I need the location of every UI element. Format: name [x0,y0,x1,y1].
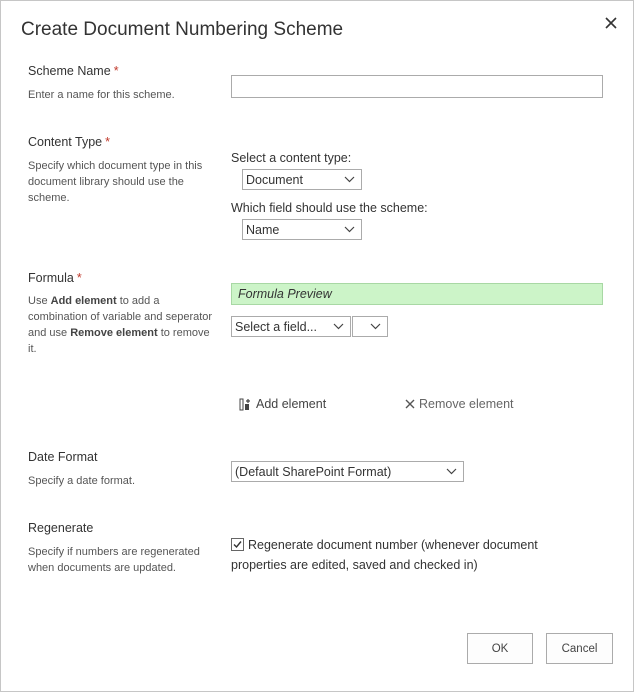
chevron-down-icon [446,468,457,475]
date-format-select-value: (Default SharePoint Format) [235,464,392,479]
required-marker: * [113,64,119,78]
chevron-down-icon [370,323,381,330]
formula-description [28,293,213,357]
regenerate-label: Regenerate [28,521,94,535]
content-type-select-value: Document [246,172,303,187]
formula-field-select[interactable] [231,316,351,337]
content-type-label [28,135,110,149]
scheme-name-input[interactable] [231,75,603,98]
add-element-button[interactable] [239,397,326,411]
add-element-label: Add element [256,397,327,411]
formula-desc-text: Use [28,295,51,307]
scheme-name-label [28,64,119,78]
close-button[interactable] [601,13,621,33]
date-format-description: Specify a date format. [28,475,135,487]
required-marker: * [76,271,82,285]
date-format-select[interactable] [231,461,464,482]
formula-preview: Formula Preview [231,283,603,305]
cancel-button[interactable]: Cancel [546,633,613,664]
content-type-select[interactable] [242,169,362,190]
remove-element-label: Remove element [419,397,514,411]
formula-desc-text: to add a combination of variable and seperator and use [28,295,213,339]
content-type-label-text: Content Type [28,135,103,149]
scheme-name-description: Enter a name for this scheme. [28,89,175,101]
scheme-field-select-value: Name [246,222,280,237]
formula-label [28,271,82,285]
regenerate-description: Specify if numbers are regenerated when documents are updated. [28,546,200,574]
separator-select[interactable] [352,316,388,337]
chevron-down-icon [344,176,355,183]
chevron-down-icon [344,226,355,233]
scheme-name-label-text: Scheme Name [28,64,111,78]
formula-desc-bold: Add element [50,295,117,307]
field-select-label: Which field should use the scheme: [231,201,428,215]
regenerate-checkbox[interactable] [231,538,244,551]
checkmark-icon [232,539,243,550]
regenerate-option [231,535,571,575]
formula-field-select-value: Select a field... [235,319,317,334]
content-type-description: Specify which document type in this document library should use the scheme. [28,160,203,204]
regenerate-checkbox-label: Regenerate document number (whenever document properties are edited, saved and checked in) [231,538,538,572]
remove-element-button[interactable] [405,397,514,411]
content-type-select-label: Select a content type: [231,151,352,165]
close-icon [405,399,415,409]
scheme-field-select[interactable] [242,219,362,240]
dialog-title: Create Document Numbering Scheme [21,19,344,40]
close-icon [605,17,617,29]
formula-label-text: Formula [28,271,74,285]
required-marker: * [105,135,111,149]
add-element-icon [239,398,252,411]
formula-desc-bold: Remove element [70,327,158,339]
date-format-label: Date Format [28,450,98,464]
ok-button[interactable]: OK [467,633,533,664]
chevron-down-icon [333,323,344,330]
formula-desc-text: to remove it. [28,327,210,355]
